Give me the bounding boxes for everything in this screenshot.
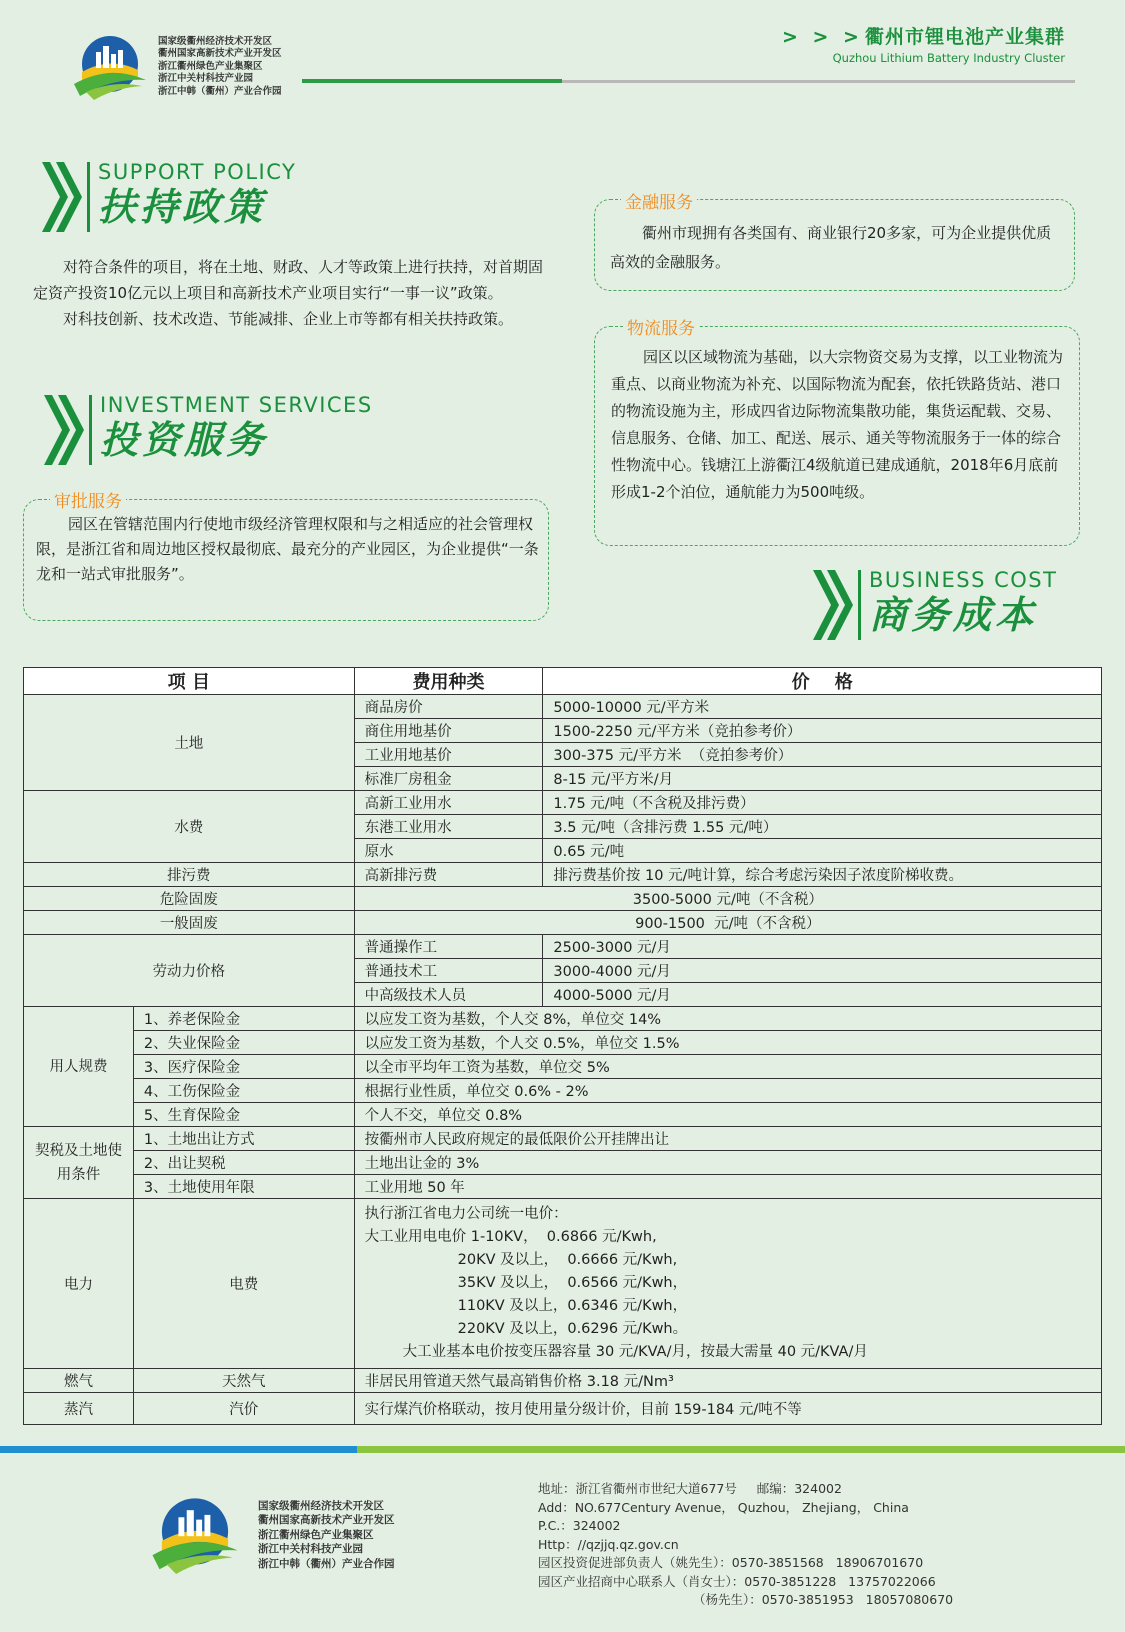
price-line: 20KV 及以上， 0.6666 元/Kwh, <box>457 1252 678 1268</box>
contact-info <box>538 1480 953 1610</box>
fee-type: 电费 <box>133 1199 354 1369</box>
investment-services-en: INVESTMENT SERVICES <box>100 393 373 417</box>
price: 根据行业性质，单位交 0.6% - 2% <box>354 1079 1101 1103</box>
table-row <box>24 1079 1102 1103</box>
table-row <box>24 1031 1102 1055</box>
footer-logo <box>150 1496 395 1574</box>
price: 4000-5000 元/月 <box>543 983 1102 1007</box>
business-cost-en: BUSINESS COST <box>869 568 1058 592</box>
approval-service-text: 园区在管辖范围内行使地市级经济管理权限和与之相适应的社会管理权限，是浙江省和周边地区授权最彻底、最充分的产业园区，为企业提供“一条龙和一站式审批服务”。 <box>36 515 539 583</box>
org-line: 国家级衢州经济技术开发区 <box>158 35 273 47</box>
business-cost-cn: 商务成本 <box>869 592 1038 637</box>
support-policy-text <box>33 254 543 332</box>
contact-person: 园区产业招商中心联系人（肖女士）：0570-3851228 13757022066 <box>538 1573 936 1589</box>
fee-type: 普通操作工 <box>354 935 543 959</box>
fee-type: 标准厂房租金 <box>354 767 543 791</box>
price: 以应发工资为基数，个人交 0.5%，单位交 1.5% <box>354 1031 1101 1055</box>
category-labor: 劳动力价格 <box>24 935 355 1007</box>
cluster-title-en: Quzhou Lithium Battery Industry Cluster <box>832 51 1065 65</box>
cluster-title-cn <box>782 22 1065 49</box>
org-line: 衢州国家高新技术产业开发区 <box>158 48 282 60</box>
price: 8-15 元/平方米/月 <box>543 767 1102 791</box>
electricity-price-block <box>354 1199 1101 1369</box>
header-fee-type: 费用种类 <box>354 668 543 695</box>
price: 非居民用管道天然气最高销售价格 3.18 元/Nm³ <box>354 1369 1101 1393</box>
approval-service-title: 审批服务 <box>50 487 126 512</box>
fee-type: 普通技术工 <box>354 959 543 983</box>
contact-person: （杨先生）：0570-3851953 18057080670 <box>538 1592 954 1607</box>
contact-address-en: Add：NO.677Century Avenue， Quzhou， Zhejiang， China <box>538 1499 909 1515</box>
price: 以全市平均年工资为基数，单位交 5% <box>354 1055 1101 1079</box>
category-deed-tax-land-use: 契税及土地使用条件 <box>24 1127 134 1199</box>
header-logo <box>72 34 282 100</box>
table-header-row <box>24 668 1102 695</box>
price-line: 35KV 及以上， 0.6566 元/Kwh， <box>457 1275 688 1291</box>
price: 3.5 元/吨（含排污费 1.55 元/吨） <box>543 815 1102 839</box>
category-gas: 燃气 <box>24 1369 134 1393</box>
double-chevron-icon <box>42 393 94 467</box>
support-policy-en: SUPPORT POLICY <box>98 160 297 184</box>
price: 0.65 元/吨 <box>543 839 1102 863</box>
table-row <box>24 1369 1102 1393</box>
park-logo-icon <box>150 1496 240 1574</box>
price: 5000-10000 元/平方米 <box>543 695 1102 719</box>
contact-postcode: P.C.：324002 <box>538 1518 621 1533</box>
org-line: 浙江中韩（衢州）产业合作园 <box>158 85 282 97</box>
category-employment-fees: 用人规费 <box>24 1007 134 1127</box>
cluster-title <box>782 22 1065 65</box>
table-row <box>24 1055 1102 1079</box>
header-divider-green <box>302 79 562 83</box>
price-line: 执行浙江省电力公司统一电价： <box>364 1206 568 1222</box>
price: 3500-5000 元/吨（不含税） <box>354 887 1101 911</box>
price: 实行煤汽价格联动，按月使用量分级计价，目前 159-184 元/吨不等 <box>354 1393 1101 1425</box>
footer-bar-green <box>357 1446 1125 1453</box>
fee-type: 高新排污费 <box>354 863 543 887</box>
org-line: 浙江衢州绿色产业集聚区 <box>158 60 263 72</box>
contact-person: 园区投资促进部负责人（姚先生）：0570-3851568 18906701670 <box>538 1555 924 1570</box>
price: 300-375 元/平方米 （竞拍参考价） <box>543 743 1102 767</box>
table-row <box>24 863 1102 887</box>
support-policy-cn: 扶持政策 <box>98 184 267 229</box>
fee-type: 3、土地使用年限 <box>133 1175 354 1199</box>
price: 1500-2250 元/平方米（竞拍参考价） <box>543 719 1102 743</box>
contact-website-link[interactable]: Http：//qzjjq.qz.gov.cn <box>538 1536 679 1552</box>
contact-address: 地址：浙江省衢州市世纪大道677号 邮编：324002 <box>538 1481 842 1496</box>
price: 3000-4000 元/月 <box>543 959 1102 983</box>
table-row <box>24 1007 1102 1031</box>
fee-type: 2、出让契税 <box>133 1151 354 1175</box>
org-line: 衢州国家高新技术产业开发区 <box>258 1514 395 1527</box>
category-sewage: 排污费 <box>24 863 355 887</box>
fee-type: 高新工业用水 <box>354 791 543 815</box>
fee-type: 4、工伤保险金 <box>133 1079 354 1103</box>
table-row <box>24 1127 1102 1151</box>
org-line: 浙江衢州绿色产业集聚区 <box>258 1528 374 1541</box>
table-row <box>24 1393 1102 1425</box>
support-policy-heading <box>40 160 296 234</box>
price: 以应发工资为基数，个人交 8%，单位交 14% <box>354 1007 1101 1031</box>
park-logo-icon <box>72 34 148 100</box>
price: 1.75 元/吨（不含税及排污费） <box>543 791 1102 815</box>
price: 工业用地 50 年 <box>354 1175 1101 1199</box>
fee-type: 1、土地出让方式 <box>133 1127 354 1151</box>
fee-type: 东港工业用水 <box>354 815 543 839</box>
fee-type: 中高级技术人员 <box>354 983 543 1007</box>
fee-type: 3、医疗保险金 <box>133 1055 354 1079</box>
logistics-service-title: 物流服务 <box>623 314 699 339</box>
table-row <box>24 911 1102 935</box>
price: 2500-3000 元/月 <box>543 935 1102 959</box>
category-general-waste: 一般固废 <box>24 911 355 935</box>
table-row <box>24 695 1102 719</box>
logistics-service-text: 园区以区域物流为基础，以大宗物资交易为支撑，以工业物流为重点、以商业物流为补充、以国际物流为配套，依托铁路货站、港口的物流设施为主，形成四省边际物流集散功能，集货运配载、交易、信息服务、仓储、加工、配送、展示、通关等物流服务于一体的综合性物流中心。钱塘江上游衢江4级航道已建成通航，2018年6月底前形成1-2个泊位，通航能力为500吨级。 <box>611 348 1064 501</box>
table-row <box>24 1103 1102 1127</box>
org-line: 国家级衢州经济技术开发区 <box>258 1499 384 1512</box>
table-row <box>24 1151 1102 1175</box>
price: 按衢州市人民政府规定的最低限价公开挂牌出让 <box>354 1127 1101 1151</box>
org-line: 浙江中韩（衢州）产业合作园 <box>258 1557 395 1570</box>
org-line: 浙江中关村科技产业园 <box>258 1543 363 1556</box>
fee-type: 汽价 <box>133 1393 354 1425</box>
fee-type: 商品房价 <box>354 695 543 719</box>
fee-type: 天然气 <box>133 1369 354 1393</box>
org-name-list <box>258 1499 395 1572</box>
table-row <box>24 1199 1102 1369</box>
finance-service-text: 衢州市现拥有各类国有、商业银行20多家，可为企业提供优质高效的金融服务。 <box>610 224 1052 271</box>
cluster-name-cn: 衢州市锂电池产业集群 <box>864 26 1065 48</box>
table-row <box>24 935 1102 959</box>
org-line: 浙江中关村科技产业园 <box>158 73 254 85</box>
double-chevron-icon <box>811 568 863 642</box>
price-line: 大工业用电电价 1-10KV， 0.6866 元/Kwh, <box>364 1229 657 1245</box>
policy-paragraph: 对符合条件的项目，将在土地、财政、人才等政策上进行扶持，对首期固定资产投资10亿元以上项目和高新技术产业项目实行“一事一议”政策。 <box>33 258 544 302</box>
table-row <box>24 791 1102 815</box>
policy-paragraph: 对科技创新、技术改造、节能减排、企业上市等都有相关扶持政策。 <box>63 310 514 328</box>
category-water: 水费 <box>24 791 355 863</box>
investment-services-cn: 投资服务 <box>100 417 269 462</box>
price-line: 110KV 及以上，0.6346 元/Kwh， <box>457 1298 688 1314</box>
category-steam: 蒸汽 <box>24 1393 134 1425</box>
fee-type: 商住用地基价 <box>354 719 543 743</box>
price: 900-1500 元/吨（不含税） <box>354 911 1101 935</box>
fee-type: 1、养老保险金 <box>133 1007 354 1031</box>
price: 排污费基价按 10 元/吨计算，综合考虑污染因子浓度阶梯收费。 <box>543 863 1102 887</box>
table-row <box>24 1175 1102 1199</box>
header-divider-gray <box>562 80 1075 83</box>
investment-services-heading <box>42 393 373 467</box>
finance-service-title: 金融服务 <box>621 188 697 213</box>
business-cost-table <box>23 667 1102 1425</box>
fee-type: 原水 <box>354 839 543 863</box>
org-name-list <box>158 36 282 99</box>
fee-type: 5、生育保险金 <box>133 1103 354 1127</box>
category-electricity: 电力 <box>24 1199 134 1369</box>
double-chevron-icon <box>40 160 92 234</box>
header-price: 价 格 <box>543 668 1102 695</box>
price: 土地出让金的 3% <box>354 1151 1101 1175</box>
fee-type: 工业用地基价 <box>354 743 543 767</box>
business-cost-heading <box>811 568 1057 642</box>
category-land: 土地 <box>24 695 355 791</box>
price-line: 大工业基本电价按变压器容量 30 元/KVA/月，按最大需量 40 元/KVA/月 <box>402 1344 868 1360</box>
fee-type: 2、失业保险金 <box>133 1031 354 1055</box>
table-row <box>24 887 1102 911</box>
chevron-arrows-icon: > > > <box>781 26 863 48</box>
price: 个人不交，单位交 0.8% <box>354 1103 1101 1127</box>
price-line: 220KV 及以上，0.6296 元/Kwh。 <box>457 1321 688 1337</box>
category-hazardous-waste: 危险固废 <box>24 887 355 911</box>
header-item: 项 目 <box>24 668 355 695</box>
footer-bar-blue <box>0 1446 357 1453</box>
